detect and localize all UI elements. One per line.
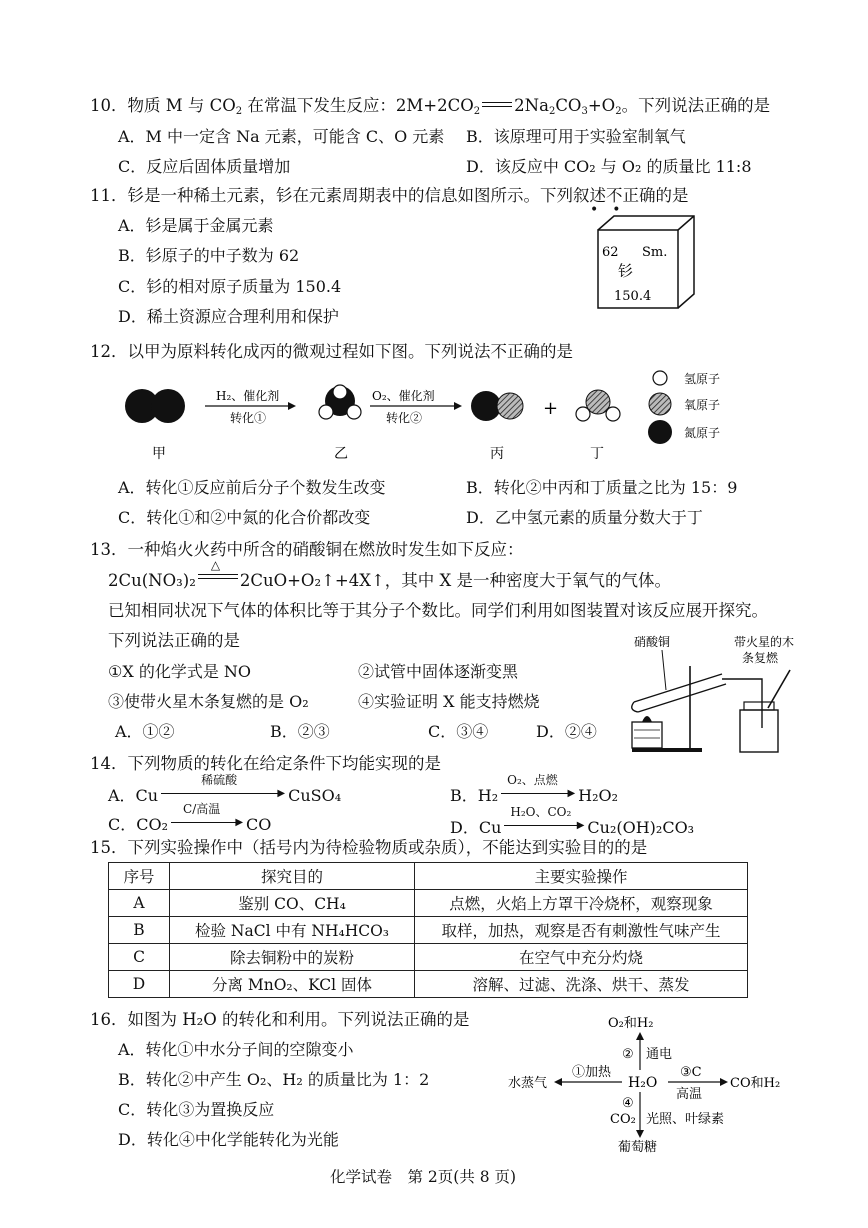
table-row xyxy=(109,971,748,998)
q13-option-a: A．①② xyxy=(115,722,175,741)
cell-index: B xyxy=(109,917,170,944)
q11-option-b: B．钐原子的中子数为 62 xyxy=(118,246,300,265)
q12-option-a: A．转化①反应前后分子个数发生改变 xyxy=(118,478,386,497)
q10-option-d: D．该反应中 CO₂ 与 O₂ 的质量比 11:8 xyxy=(466,157,752,176)
element-name: 钐 xyxy=(618,262,634,280)
header-purpose: 探究目的 xyxy=(170,863,415,890)
cell-index: D xyxy=(109,971,170,998)
q11-option-c: C．钐的相对原子质量为 150.4 xyxy=(118,277,342,296)
q14-option-c: C．CO₂ C/高温 ▶ CO xyxy=(108,802,272,834)
legend-hydrogen: 氢原子 xyxy=(684,372,721,386)
step2-number: ② xyxy=(622,1047,634,1062)
step4-condition: 光照、叶绿素 xyxy=(646,1112,725,1127)
q16-water-diagram xyxy=(500,1008,800,1158)
label-bing: 丙 xyxy=(490,446,504,462)
q11-option-d: D．稀土资源应合理利用和保护 xyxy=(118,307,339,326)
q10-option-c: C．反应后固体质量增加 xyxy=(118,157,291,176)
label-splint-b: 条复燃 xyxy=(742,651,779,665)
cell-operation: 溶解、过滤、洗涤、烘干、蒸发 xyxy=(415,971,748,998)
q11-option-a: A．钐是属于金属元素 xyxy=(118,216,274,235)
cell-operation: 在空气中充分灼烧 xyxy=(415,944,748,971)
arrow2-condition: O₂、催化剂 xyxy=(372,389,435,403)
q16-stem: 16．如图为 H₂O 的转化和利用。下列说法正确的是 xyxy=(90,1010,470,1029)
q13-option-c: C．③④ xyxy=(428,722,489,741)
table-row xyxy=(109,890,748,917)
q15-stem: 15．下列实验操作中（括号内为待检验物质或杂质），不能达到实验目的的是 xyxy=(90,838,648,857)
cell-operation: 点燃，火焰上方罩干冷烧杯，观察现象 xyxy=(415,890,748,917)
table-row xyxy=(109,944,748,971)
element-cell-figure xyxy=(590,212,700,312)
q16-option-c: C．转化③为置换反应 xyxy=(118,1100,275,1119)
q11-stem: 11．钐是一种稀土元素，钐在元素周期表中的信息如图所示。下列叙述不正确的是 xyxy=(90,186,689,205)
element-mass: 150.4 xyxy=(614,289,652,304)
q13-option-d: D．②④ xyxy=(536,722,597,741)
label-copper-nitrate: 硝酸铜 xyxy=(634,635,671,649)
q13-equation: 2Cu(NO₃)₂ △ 2CuO+O₂↑+4X↑，其中 X 是一种密度大于氧气的气体。 xyxy=(108,558,672,590)
product-o2-h2: O₂和H₂ xyxy=(608,1016,654,1031)
q13-statement-1: ①X 的化学式是 NO xyxy=(108,662,252,681)
emphasis-dots: • • xyxy=(590,202,621,218)
q14-option-b: B．H₂ O₂、点燃 ▶ H₂O₂ xyxy=(450,773,619,805)
molecule-jia-atom xyxy=(151,389,185,423)
q13-line3: 下列说法正确的是 xyxy=(108,631,240,650)
q15-table xyxy=(108,862,748,998)
q16-option-d: D．转化④中化学能转化为光能 xyxy=(118,1130,339,1149)
q16-option-b: B．转化②中产生 O₂、H₂ 的质量比为 1：2 xyxy=(118,1070,430,1089)
q13-option-b: B．②③ xyxy=(270,722,330,741)
product-co-h2: CO和H₂ xyxy=(730,1076,781,1091)
q13-apparatus-figure xyxy=(622,630,802,760)
label-ding: 丁 xyxy=(590,446,604,462)
cell-index: A xyxy=(109,890,170,917)
q14-stem: 14．下列物质的转化在给定条件下均能实现的是 xyxy=(90,754,441,773)
label-jia: 甲 xyxy=(152,446,166,462)
plus-sign: + xyxy=(543,398,559,419)
q10-option-a: A．M 中一定含 Na 元素，可能含 C、O 元素 xyxy=(118,127,445,146)
q13-statement-2: ②试管中固体逐渐变黑 xyxy=(358,662,519,681)
q13-statement-3: ③使带火星木条复燃的是 O₂ xyxy=(108,692,309,711)
q13-stem: 13．一种焰火火药中所含的硝酸铜在燃放时发生如下反应： xyxy=(90,540,524,559)
legend-oxygen: 氧原子 xyxy=(684,398,721,412)
step2-condition: 通电 xyxy=(646,1047,673,1062)
table-header-row xyxy=(109,863,748,890)
cell-purpose: 除去铜粉中的炭粉 xyxy=(170,944,415,971)
q12-option-b: B．转化②中丙和丁质量之比为 15：9 xyxy=(466,478,738,497)
q14-option-a: A．Cu 稀硫酸 ▶ CuSO₄ xyxy=(108,773,342,805)
product-steam: 水蒸气 xyxy=(508,1076,548,1091)
step4-number: ④ xyxy=(622,1096,634,1111)
arrow1-label: 转化① xyxy=(230,411,267,425)
step1-condition: ①加热 xyxy=(572,1065,612,1080)
cell-index: C xyxy=(109,944,170,971)
q16-option-a: A．转化①中水分子间的空隙变小 xyxy=(118,1040,354,1059)
arrow1-condition: H₂、催化剂 xyxy=(216,389,280,403)
cell-purpose: 分离 MnO₂、KCl 固体 xyxy=(170,971,415,998)
cell-purpose: 检验 NaCl 中有 NH₄HCO₃ xyxy=(170,917,415,944)
q12-stem: 12．以甲为原料转化成丙的微观过程如下图。下列说法不正确的是 xyxy=(90,342,573,361)
element-symbol: Sm. xyxy=(642,245,668,260)
product-glucose: 葡萄糖 xyxy=(618,1140,658,1155)
q12-reaction-diagram xyxy=(110,368,770,468)
arrow2-label: 转化② xyxy=(386,411,423,425)
page-footer: 化学试卷 第 2页(共 8 页) xyxy=(330,1168,517,1186)
cell-purpose: 鉴别 CO、CH₄ xyxy=(170,890,415,917)
q12-option-d: D．乙中氢元素的质量分数大于丁 xyxy=(466,508,703,527)
table-row xyxy=(109,917,748,944)
step3-reagent: ③C xyxy=(680,1065,702,1080)
label-yi: 乙 xyxy=(334,446,348,462)
header-index: 序号 xyxy=(109,863,170,890)
label-splint-a: 带火星的木 xyxy=(734,635,795,649)
q13-statement-4: ④实验证明 X 能支持燃烧 xyxy=(358,692,540,711)
element-number: 62 xyxy=(602,245,619,260)
q12-option-c: C．转化①和②中氮的化合价都改变 xyxy=(118,508,371,527)
water-center: H₂O xyxy=(628,1075,658,1091)
legend-nitrogen: 氮原子 xyxy=(684,426,721,440)
step4-reagent: CO₂ xyxy=(610,1112,636,1127)
heat-symbol: △ xyxy=(210,558,221,572)
cell-operation: 取样，加热，观察是否有刺激性气味产生 xyxy=(415,917,748,944)
q13-line2: 已知相同状况下气体的体积比等于其分子个数比。同学们利用如图装置对该反应展开探究。 xyxy=(108,601,768,620)
q10-stem: 10．物质 M 与 $CO_2$ 在常温下发生反应：$2M+2CO_2$ $2Na_2CO_3+O_2$。下列说法正确的是 xyxy=(90,96,771,117)
step3-condition: 高温 xyxy=(676,1087,703,1102)
q10-option-b: B．该原理可用于实验室制氧气 xyxy=(466,127,686,146)
q14-option-d: D．Cu H₂O、CO₂ ▶ Cu₂(OH)₂CO₃ xyxy=(450,805,695,837)
header-operation: 主要实验操作 xyxy=(415,863,748,890)
